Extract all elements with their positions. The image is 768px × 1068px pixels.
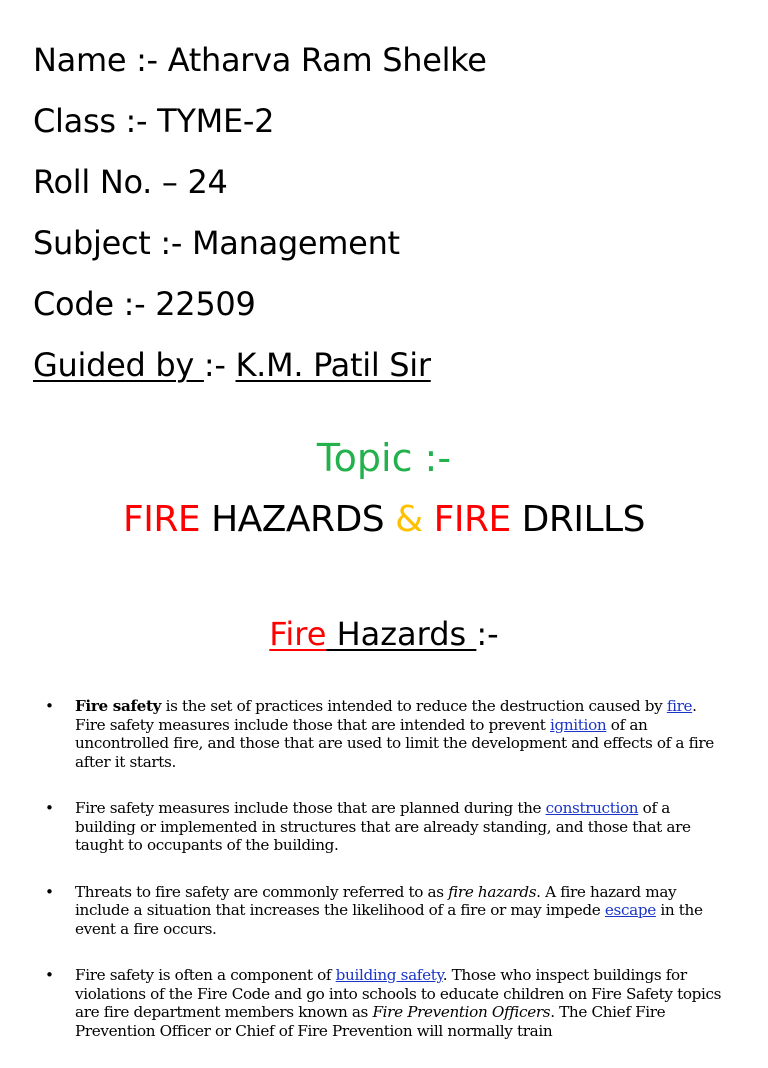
paragraph-text: of a building or implemented in structures that are already standing, and those that are taught to occupants of the building. xyxy=(75,799,691,854)
link-fire[interactable]: fire xyxy=(666,697,693,715)
class-label: Class :- xyxy=(33,102,158,140)
topic-label-text: Topic :- xyxy=(316,436,452,480)
guided-value: K.M. Patil Sir xyxy=(235,346,431,384)
paragraph-text: . A fire hazard may include a situation that increases the likelihood of a fire or may impede xyxy=(75,882,677,919)
section-word-hazards: Hazards xyxy=(326,615,477,653)
paragraph-text: . Fire safety measures include those that are intended to prevent xyxy=(75,697,697,734)
student-info xyxy=(33,30,487,396)
italic-term: fire hazards xyxy=(448,882,537,901)
roll-label: Roll No. – xyxy=(33,163,188,201)
list-item xyxy=(40,697,730,771)
italic-term: Fire Prevention Officers xyxy=(372,1003,551,1021)
list-item xyxy=(40,799,730,855)
section-heading xyxy=(0,612,768,656)
paragraph-text: . Those who inspect buildings for violations of the Fire Code and go into schools to educate children on Fire Safety topics are fire department members known as xyxy=(75,966,722,1021)
name-line xyxy=(33,30,487,91)
bold-term: Fire safety xyxy=(75,697,162,715)
subject-label: Subject :- xyxy=(33,224,192,262)
topic-title xyxy=(0,494,768,546)
topic-label xyxy=(0,432,768,484)
subject-value: Management xyxy=(192,224,400,262)
paragraph-text: Fire safety is often a component of xyxy=(75,966,336,984)
list-item xyxy=(40,883,730,939)
roll-value: 24 xyxy=(187,163,228,201)
paragraph-text: of an uncontrolled fire, and those that are used to limit the development and effects of a fire after it starts. xyxy=(75,715,714,771)
bullet-icon: • xyxy=(45,697,54,715)
code-value: 22509 xyxy=(155,285,256,323)
topic-word-fire-2: FIRE xyxy=(422,499,511,540)
name-value: Atharva Ram Shelke xyxy=(167,41,487,79)
bullet-icon: • xyxy=(45,799,54,817)
paragraph-text: is the set of practices intended to reduce the destruction caused by xyxy=(161,697,667,715)
paragraph-text: . The Chief Fire Prevention Officer or Chief of Fire Prevention will normally train xyxy=(75,1003,666,1040)
subject-line xyxy=(33,213,487,274)
topic-word-fire-1: FIRE xyxy=(123,499,201,540)
guided-separator: :- xyxy=(203,346,236,384)
list-item xyxy=(40,966,730,1040)
link-construction[interactable]: construction xyxy=(545,799,639,817)
paragraph-text: Threats to fire safety are commonly referred to as xyxy=(75,882,449,901)
paragraph-text: in the event a fire occurs. xyxy=(75,901,703,938)
link-ignition[interactable]: ignition xyxy=(549,715,607,734)
class-line xyxy=(33,91,487,152)
section-word-fire: Fire xyxy=(269,615,327,653)
name-label: Name :- xyxy=(33,41,168,79)
topic-word-hazards: HAZARDS xyxy=(200,499,396,540)
link-building-safety[interactable]: building safety xyxy=(335,966,443,984)
roll-line xyxy=(33,152,487,213)
link-escape[interactable]: escape xyxy=(604,901,656,919)
paragraph-text: Fire safety measures include those that are planned during the xyxy=(75,799,546,817)
topic-ampersand: & xyxy=(395,499,423,540)
bullet-icon: • xyxy=(45,966,54,984)
class-value: TYME-2 xyxy=(157,102,275,140)
guided-label: Guided by xyxy=(33,346,204,384)
guided-line xyxy=(33,335,487,396)
topic-word-drills: DRILLS xyxy=(510,499,645,540)
bullet-list xyxy=(40,697,730,1068)
code-label: Code :- xyxy=(33,285,156,323)
section-suffix: :- xyxy=(476,615,499,653)
code-line xyxy=(33,274,487,335)
bullet-icon: • xyxy=(45,882,54,901)
